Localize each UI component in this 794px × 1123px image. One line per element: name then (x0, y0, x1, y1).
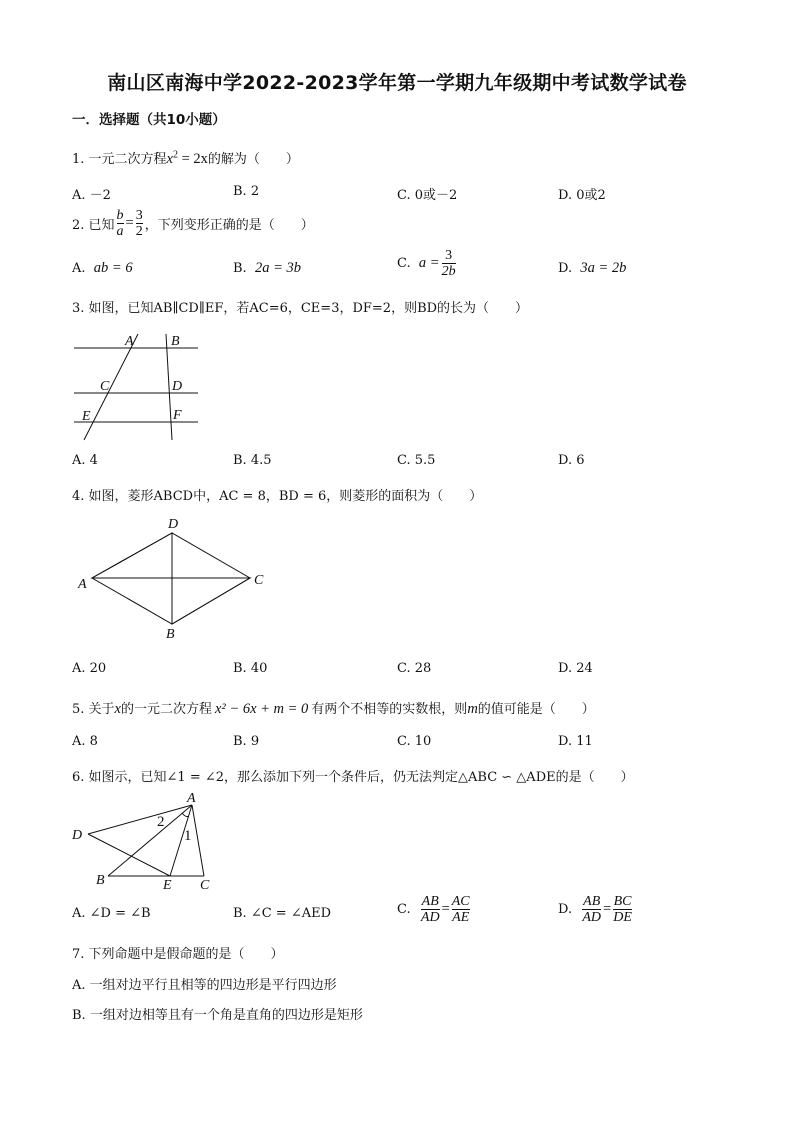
q6-option-b[interactable]: B. ∠C = ∠AED (233, 906, 332, 921)
q5-option-d[interactable]: D. 11 (558, 734, 593, 749)
q5-option-c[interactable]: C. 10 (397, 734, 432, 749)
q1-option-a[interactable]: A. －2 (72, 188, 111, 203)
q2-option-d-label: D. (558, 261, 573, 276)
q2-option-c[interactable] (397, 248, 458, 279)
q6-option-c-frac-1 (421, 894, 440, 925)
q3-option-d[interactable]: D. 6 (558, 453, 585, 468)
q2-equals: = (125, 215, 134, 231)
q2-option-a-label: A. (72, 261, 86, 276)
q1-option-d[interactable]: D. 0或2 (558, 188, 606, 203)
page-title: 南山区南海中学2022-2023学年第一学期九年级期中考试数学试卷 (107, 72, 687, 94)
q2-option-b-label: B. (233, 261, 247, 276)
q6-d-f1-num: AB (583, 894, 601, 909)
q2-option-d[interactable] (558, 260, 626, 277)
label-angle-1: 1 (184, 828, 192, 844)
q6-option-d-label: D. (558, 902, 573, 917)
q6-option-a[interactable]: A. ∠D = ∠B (72, 906, 151, 921)
label-d: D (72, 828, 83, 843)
q3-option-c[interactable]: C. 5.5 (397, 453, 436, 468)
q6-option-c-label: C. (397, 902, 411, 917)
q5-mid: 的一元二次方程 (120, 702, 212, 717)
q4-option-d[interactable]: D. 24 (558, 661, 593, 676)
q2-option-c-lhs: a = (418, 255, 440, 271)
q6-triangles-figure (70, 788, 220, 893)
q2-fraction-right (136, 208, 143, 239)
q2-option-b-math: 2a = 3b (254, 260, 301, 276)
q5-mid2: 有两个不相等的实数根，则 (311, 702, 468, 717)
q6-option-d-frac-2 (613, 894, 632, 925)
label-d: D (168, 517, 179, 532)
q6-option-d[interactable] (558, 894, 634, 925)
question-4: 4. 如图，菱形ABCD中，AC = 8，BD = 6，则菱形的面积为（ ） (72, 489, 483, 504)
q2-frac-right-den: 2 (135, 224, 143, 239)
label-e: E (82, 409, 91, 424)
q5-option-a[interactable]: A. 8 (72, 734, 98, 749)
label-c: C (200, 878, 210, 893)
label-e: E (163, 878, 172, 893)
label-b: B (171, 334, 180, 349)
q2-suffix: ，下列变形正确的是（ ） (144, 218, 314, 233)
question-6: 6. 如图示，已知∠1 = ∠2，那么添加下列一个条件后，仍无法判定△ABC ∽ △ADE的是（ ） (72, 770, 634, 785)
label-d: D (172, 379, 183, 394)
segment-ca (192, 805, 204, 876)
q1-suffix: 的解为（ ） (207, 152, 299, 167)
angle-2-arc (182, 813, 189, 817)
q2-option-a-math: ab = 6 (93, 260, 133, 276)
question-3: 3. 如图，已知AB∥CD∥EF，若AC=6，CE=3，DF=2，则BD的长为（ ） (72, 301, 529, 316)
label-b: B (96, 873, 105, 888)
q4-rhombus-figure (72, 512, 272, 642)
label-a: A (125, 334, 134, 349)
q3-parallel-lines-figure (70, 328, 210, 443)
q4-option-c[interactable]: C. 28 (397, 661, 432, 676)
label-a: A (187, 791, 196, 806)
q6-c-f2-den: AE (452, 910, 470, 925)
q6-option-d-frac-1 (582, 894, 601, 925)
q2-option-c-label: C. (397, 256, 411, 271)
q2-option-c-den: 2b (441, 264, 456, 279)
q2-option-d-math: 3a = 2b (580, 260, 627, 276)
label-b: B (166, 627, 175, 642)
q5-suffix: 的值可能是（ ） (477, 702, 595, 717)
q2-prefix: 2. 已知 (72, 218, 115, 233)
segment-de (88, 834, 170, 876)
q1-eq-exp: 2 (172, 149, 178, 161)
q1-eq-base: x (166, 151, 173, 167)
transversal-ace (84, 334, 138, 440)
question-7: 7. 下列命题中是假命题的是（ ） (72, 947, 284, 962)
label-c: C (254, 573, 264, 588)
q6-c-equals: = (441, 901, 450, 917)
label-angle-2: 2 (157, 814, 165, 830)
q1-prefix: 1. 一元二次方程 (72, 152, 167, 167)
q7-option-b[interactable]: B. 一组对边相等且有一个角是直角的四边形是矩形 (72, 1008, 363, 1023)
q6-c-f1-den: AD (420, 910, 440, 925)
q4-option-a[interactable]: A. 20 (72, 661, 107, 676)
q2-frac-left-den: a (116, 224, 124, 239)
q2-option-c-fraction (442, 248, 456, 279)
q5-prefix: 5. 关于 (72, 702, 115, 717)
question-2 (72, 208, 314, 239)
q2-option-b[interactable] (233, 260, 301, 277)
q3-option-b[interactable]: B. 4.5 (233, 453, 272, 468)
q6-option-c[interactable] (397, 894, 472, 925)
q4-option-b[interactable]: B. 40 (233, 661, 268, 676)
segment-da (88, 805, 192, 834)
q6-c-f1-num: AB (421, 894, 439, 909)
q2-option-c-num: 3 (445, 248, 453, 263)
q1-option-c[interactable]: C. 0或－2 (397, 188, 458, 203)
q1-eq-rhs: = 2x (177, 151, 208, 167)
q5-option-b[interactable]: B. 9 (233, 734, 260, 749)
label-f: F (173, 408, 182, 423)
q5-var2: m (467, 701, 478, 717)
question-1 (72, 148, 299, 168)
q2-fraction-left (117, 208, 124, 239)
q7-option-a[interactable]: A. 一组对边平行且相等的四边形是平行四边形 (72, 978, 337, 993)
q2-frac-left-num: b (116, 208, 124, 223)
q3-option-a[interactable]: A. 4 (72, 453, 98, 468)
q6-d-f2-den: DE (613, 910, 632, 925)
q1-option-b[interactable]: B. 2 (233, 184, 260, 199)
q6-d-f1-den: AD (582, 910, 602, 925)
label-a: A (78, 577, 87, 592)
label-c: C (100, 379, 110, 394)
q6-d-equals: = (603, 901, 612, 917)
q5-var: x (114, 701, 121, 717)
section-heading: 一．选择题（共10小题） (72, 112, 226, 128)
q2-frac-right-num: 3 (135, 208, 143, 223)
question-5 (72, 698, 595, 718)
q6-option-c-frac-2 (452, 894, 470, 925)
q6-d-f2-num: BC (613, 894, 632, 909)
q2-option-a[interactable] (72, 260, 133, 277)
q6-c-f2-num: AC (451, 894, 470, 909)
q5-equation: x² − 6x + m = 0 (215, 701, 309, 717)
